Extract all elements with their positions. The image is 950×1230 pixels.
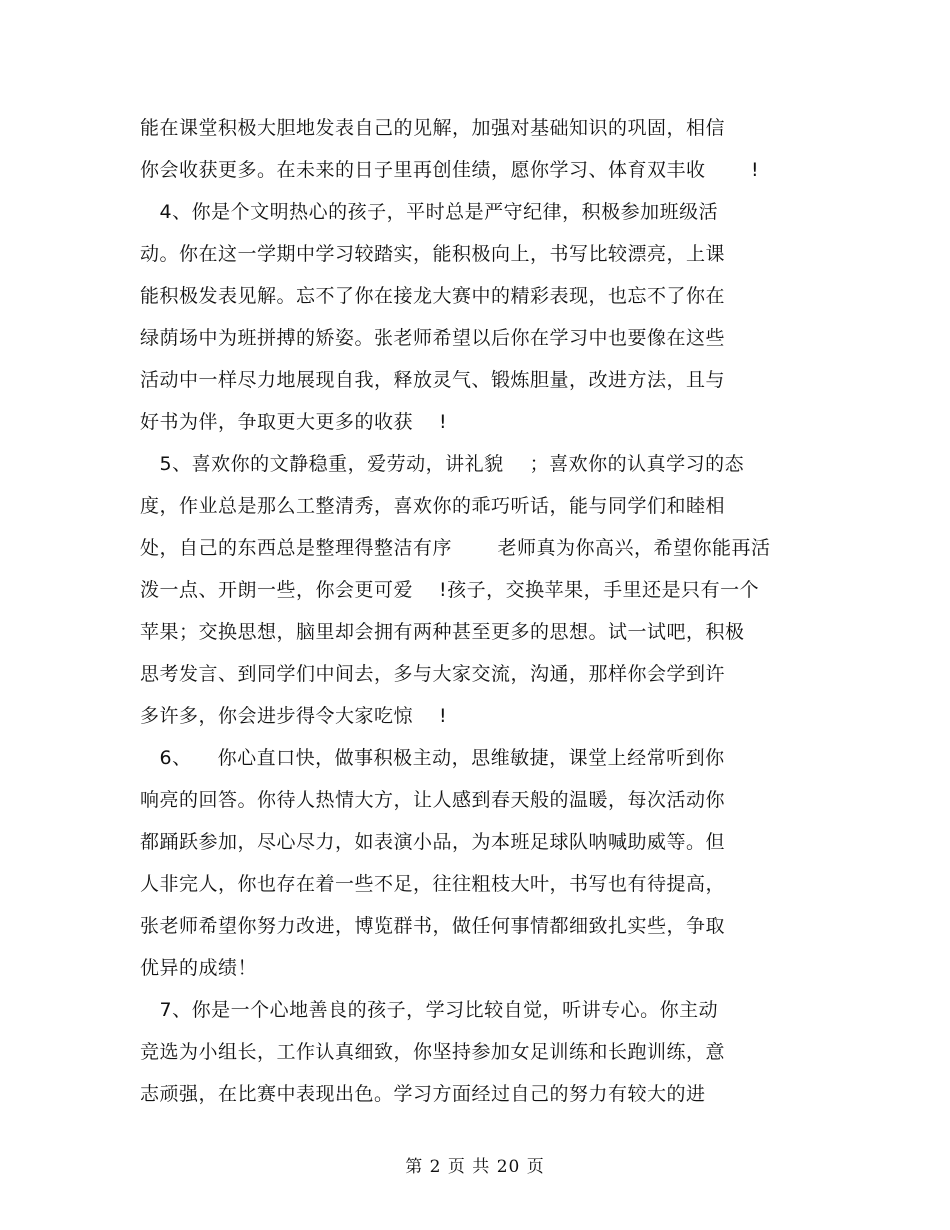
text-line: 4、你是个文明热心的孩子，平时总是严守纪律，积极参加班级活 bbox=[140, 201, 719, 223]
text-line: 优异的成绩！ bbox=[140, 957, 258, 979]
text-line: 6、 你心直口快，做事积极主动，思维敏捷，课堂上经常听到你 bbox=[140, 747, 725, 769]
text-line: 竞选为小组长，工作认真细致，你坚持参加女足训练和长跑训练，意 bbox=[140, 1041, 726, 1063]
page-footer: 第 2 页 共 20 页 bbox=[405, 1157, 545, 1177]
text-line: 你会收获更多。在未来的日子里再创佳绩，愿你学习、体育双丰收 ! bbox=[140, 159, 760, 181]
text-line: 思考发言、到同学们中间去，多与大家交流，沟通，那样你会学到许 bbox=[140, 663, 726, 685]
text-line: 度，作业总是那么工整清秀，喜欢你的乖巧听话，能与同学们和睦相 bbox=[140, 495, 726, 517]
text-line: 5、喜欢你的文静稳重，爱劳动，讲礼貌 ；喜欢你的认真学习的态 bbox=[140, 453, 745, 475]
text-line: 能在课堂积极大胆地发表自己的见解，加强对基础知识的巩固，相信 bbox=[140, 117, 726, 139]
text-line: 志顽强，在比赛中表现出色。学习方面经过自己的努力有较大的进 bbox=[140, 1083, 706, 1105]
text-line: 泼一点、开朗一些，你会更可爱 !孩子，交换苹果，手里还是只有一个 bbox=[140, 579, 760, 601]
text-line: 能积极发表见解。忘不了你在接龙大赛中的精彩表现，也忘不了你在 bbox=[140, 285, 726, 307]
text-line: 都踊跃参加，尽心尽力，如表演小品，为本班足球队呐喊助威等。但 bbox=[140, 831, 726, 853]
text-line: 绿荫场中为班拼搏的矫姿。张老师希望以后你在学习中也要像在这些 bbox=[140, 327, 726, 349]
text-line: 7、你是一个心地善良的孩子，学习比较自觉，听讲专心。你主动 bbox=[140, 999, 719, 1021]
text-line: 苹果；交换思想，脑里却会拥有两种甚至更多的思想。试一试吧，积极 bbox=[140, 621, 745, 643]
text-line: 好书为伴，争取更大更多的收获 ! bbox=[140, 411, 448, 433]
text-line: 人非完人，你也存在着一些不足，往往粗枝大叶，书写也有待提高， bbox=[140, 873, 726, 895]
text-line: 张老师希望你努力改进，博览群书，做任何事情都细致扎实些，争取 bbox=[140, 915, 726, 937]
text-line: 动。你在这一学期中学习较踏实，能积极向上，书写比较漂亮，上课 bbox=[140, 243, 726, 265]
text-line: 多许多，你会进步得令大家吃惊 ! bbox=[140, 705, 448, 727]
text-line: 处，自己的东西总是整理得整洁有序 老师真为你高兴，希望你能再活 bbox=[140, 537, 771, 559]
text-line: 活动中一样尽力地展现自我，释放灵气、锻炼胆量，改进方法，且与 bbox=[140, 369, 726, 391]
text-line: 响亮的回答。你待人热情大方，让人感到春天般的温暖，每次活动你 bbox=[140, 789, 726, 811]
